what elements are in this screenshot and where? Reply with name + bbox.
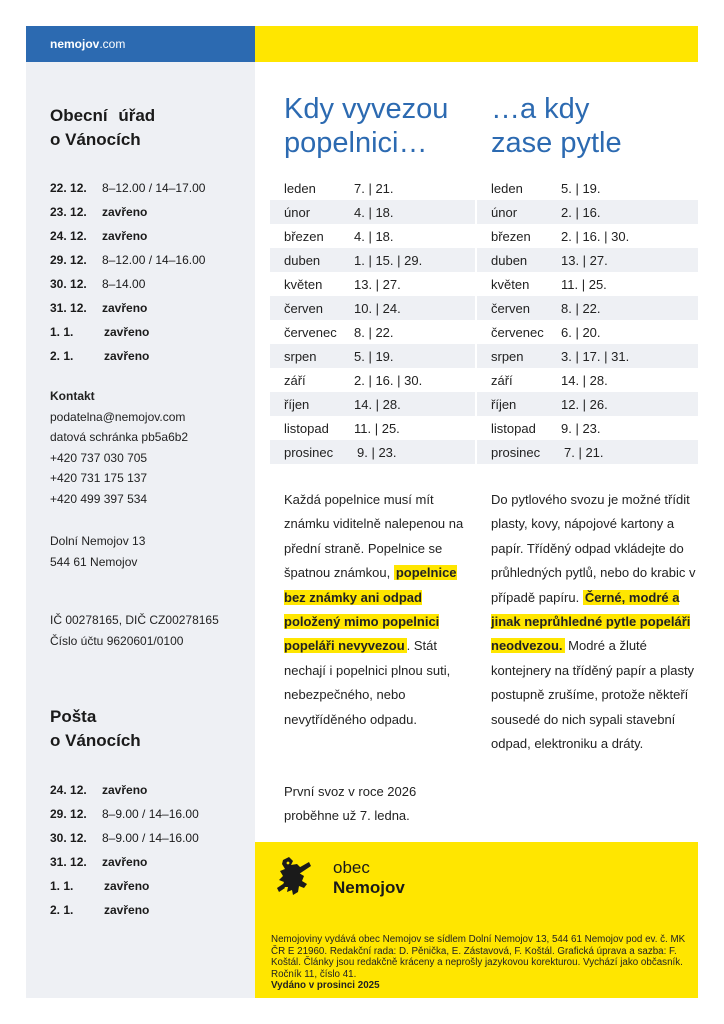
post-schedule (50, 778, 250, 922)
table-row (477, 176, 698, 200)
month-cell: červen (491, 300, 531, 316)
address-line: 544 61 Nemojov (50, 554, 138, 569)
post-hours: 8–9.00 / 14–16.00 (102, 831, 199, 845)
post-hours: zavřeno (102, 855, 148, 869)
bags-table (477, 176, 698, 464)
dates-cell: 13. | 27. (561, 252, 608, 268)
post-row (50, 826, 250, 850)
month-cell: červen (284, 300, 324, 316)
bins-title-line1: Kdy vyvezou (284, 93, 449, 125)
month-cell: listopad (491, 420, 536, 436)
bags-title (491, 92, 622, 160)
bags-text-b: Modré a žluté kontejnery na tříděný papír a plasty postupně zrušíme, protože někteří sousedé do nich sypali stavební odpad, elektroniku a dráty. (491, 638, 695, 752)
bins-title (284, 92, 448, 160)
dates-cell: 14. | 28. (561, 372, 608, 388)
month-cell: prosinec (284, 444, 334, 460)
office-row (50, 320, 250, 344)
heraldic-lion-icon (271, 854, 315, 898)
month-cell: srpen (491, 348, 524, 364)
month-cell: červenec (284, 324, 337, 340)
address-block (50, 531, 145, 572)
month-cell: srpen (284, 348, 317, 364)
table-row (477, 320, 698, 344)
dates-cell: 2. | 16. (561, 204, 601, 220)
dates-cell: 8. | 22. (354, 324, 394, 340)
post-hours: zavřeno (104, 879, 150, 893)
table-row (270, 272, 475, 296)
table-row (477, 224, 698, 248)
dates-cell: 6. | 20. (561, 324, 601, 340)
dates-cell: 3. | 17. | 31. (561, 348, 630, 364)
office-hours: zavřeno (102, 229, 148, 243)
post-date: 1. 1. (50, 879, 74, 893)
contact-phone[interactable]: +420 499 397 534 (50, 491, 148, 506)
contact-email[interactable]: podatelna@nemojov.com (50, 409, 186, 424)
office-date: 2. 1. (50, 349, 74, 363)
post-row (50, 850, 250, 874)
site-url-bold: nemojov (50, 37, 100, 51)
dates-cell: 2. | 16. | 30. (354, 372, 423, 388)
post-hours: zavřeno (102, 783, 148, 797)
imprint-text: Nemojoviny vydává obec Nemojov se sídlem Dolní Nemojov 13, 544 61 Nemojov pod ev. č. MK ČR E 21960. Redakční rada: D. Pěnička, E. Zástavová, F. Koštál. Grafická úprava a sazba: F. Koštál. Články jsou redakčně kráceny a neprošly jazykovou korekturou. Vychází jako občasník. Ročník 11, číslo 41. (271, 934, 686, 980)
imprint (271, 934, 687, 992)
bins-paragraph (284, 488, 474, 732)
office-date: 22. 12. (50, 181, 87, 195)
month-cell: listopad (284, 420, 329, 436)
office-date: 29. 12. (50, 253, 87, 267)
table-row (477, 392, 698, 416)
dates-cell: 5. | 19. (561, 180, 601, 196)
table-row (270, 344, 475, 368)
table-row (270, 248, 475, 272)
ids-block (50, 610, 219, 651)
office-schedule (50, 176, 250, 368)
dates-cell: 12. | 26. (561, 396, 608, 412)
bags-text-a: Do pytlového svozu je možné třídit plasty, kovy, nápojové kartony a papír. Tříděný odpad vkládejte do průhledných pytlů, nebo do krabic v případě papíru. (491, 492, 696, 605)
office-date: 23. 12. (50, 205, 87, 219)
month-cell: leden (491, 180, 523, 196)
office-row (50, 248, 250, 272)
month-cell: květen (284, 276, 323, 292)
month-cell: říjen (284, 396, 310, 412)
month-cell: září (284, 372, 306, 388)
dates-cell: 4. | 18. (354, 228, 394, 244)
bank-account: Číslo účtu 9620601/0100 (50, 633, 184, 648)
table-row (477, 440, 698, 464)
dates-cell: 5. | 19. (354, 348, 394, 364)
month-cell: prosinec (491, 444, 541, 460)
month-cell: březen (491, 228, 531, 244)
table-row (270, 392, 475, 416)
post-heading-line2: o Vánocích (50, 731, 141, 750)
office-heading (50, 104, 155, 152)
office-hours: zavřeno (102, 301, 148, 315)
month-cell: březen (284, 228, 324, 244)
site-bar (26, 26, 255, 62)
office-date: 24. 12. (50, 229, 87, 243)
dates-cell: 2. | 16. | 30. (561, 228, 630, 244)
contact-phone[interactable]: +420 731 175 137 (50, 471, 148, 485)
table-row (477, 272, 698, 296)
bins-title-line2: popelnici… (284, 127, 428, 159)
post-date: 24. 12. (50, 783, 87, 797)
table-row (270, 296, 475, 320)
site-url[interactable] (50, 37, 125, 51)
month-cell: únor (284, 204, 311, 220)
month-cell: únor (491, 204, 518, 220)
municipality-name: Nemojov (333, 878, 405, 897)
newsletter-page (26, 26, 698, 998)
post-hours: 8–9.00 / 14–16.00 (102, 807, 199, 821)
dates-cell: 7. | 21. (354, 180, 394, 196)
table-row (270, 320, 475, 344)
post-date: 2. 1. (50, 903, 74, 917)
office-date: 30. 12. (50, 277, 87, 291)
table-row (270, 224, 475, 248)
month-cell: leden (284, 180, 316, 196)
table-row (270, 368, 475, 392)
office-row (50, 272, 250, 296)
contact-phone[interactable]: +420 737 030 705 (50, 450, 148, 465)
table-row (270, 176, 475, 200)
post-row (50, 874, 250, 898)
post-row (50, 898, 250, 922)
post-heading (50, 705, 141, 753)
contact-label: Kontakt (50, 389, 95, 403)
bags-highlight: Černé, modré a jinak neprůhledné pytle popeláři neodvezou. (491, 589, 691, 654)
first-pickup-note: První svoz v roce 2026 proběhne už 7. ledna. (284, 784, 417, 824)
month-cell: duben (284, 252, 321, 268)
office-row (50, 176, 250, 200)
dates-cell: 11. | 25. (354, 420, 400, 436)
office-date: 1. 1. (50, 325, 74, 339)
office-hours: 8–12.00 / 14–16.00 (102, 253, 206, 267)
address-line: Dolní Nemojov 13 (50, 534, 146, 548)
table-row (477, 200, 698, 224)
office-hours: zavřeno (104, 325, 150, 339)
dates-cell: 14. | 28. (354, 396, 401, 412)
contact-block (50, 386, 188, 509)
table-row (270, 200, 475, 224)
month-cell: červenec (491, 324, 544, 340)
dates-cell: 4. | 18. (354, 204, 394, 220)
dates-cell: 9. | 23. (561, 420, 601, 436)
office-hours: 8–14.00 (102, 277, 146, 291)
office-heading-line1: Obecní úřad (50, 106, 156, 125)
post-heading-line1: Pošta (50, 707, 97, 726)
office-hours: zavřeno (104, 349, 150, 363)
dates-cell: 1. | 15. | 29. (354, 252, 423, 268)
bins-text-a: Každá popelnice musí mít známku viditelně nalepenou na přední straně. Popelnice se špatnou známkou, (284, 492, 464, 581)
dates-cell: 8. | 22. (561, 300, 601, 316)
dates-cell: 9. | 23. (357, 444, 397, 460)
post-date: 30. 12. (50, 831, 87, 845)
month-cell: duben (491, 252, 528, 268)
office-row (50, 344, 250, 368)
month-cell: říjen (491, 396, 517, 412)
issue-date: Vydáno v prosinci 2025 (271, 980, 380, 991)
bins-text-b: . Stát nechají i popelnici plnou suti, nebezpečného, nebo nevytříděného odpadu. (284, 638, 451, 727)
post-date: 31. 12. (50, 855, 87, 869)
dates-cell: 7. | 21. (564, 444, 604, 460)
month-cell: září (491, 372, 513, 388)
table-row (477, 248, 698, 272)
site-url-rest: .com (99, 37, 126, 51)
post-date: 29. 12. (50, 807, 87, 821)
municipality-label: obec (333, 858, 370, 877)
office-row (50, 224, 250, 248)
table-row (477, 296, 698, 320)
office-hours: zavřeno (102, 205, 148, 219)
dates-cell: 10. | 24. (354, 300, 401, 316)
office-heading-line2: o Vánocích (50, 130, 141, 149)
bins-table (270, 176, 475, 464)
month-cell: květen (491, 276, 530, 292)
table-row (477, 416, 698, 440)
header-yellow-bar (255, 26, 698, 62)
footer (255, 842, 698, 998)
tax-ids: IČ 00278165, DIČ CZ00278165 (50, 613, 219, 627)
bins-highlight: popelnice bez známky ani odpad položený mimo popelnici popeláři nevyvezou (284, 565, 457, 654)
table-row (477, 344, 698, 368)
post-row (50, 802, 250, 826)
table-row (270, 416, 475, 440)
table-row (270, 440, 475, 464)
table-row (477, 368, 698, 392)
sidebar (26, 26, 255, 998)
office-date: 31. 12. (50, 301, 87, 315)
post-hours: zavřeno (104, 903, 150, 917)
post-row (50, 778, 250, 802)
office-row (50, 200, 250, 224)
office-row (50, 296, 250, 320)
bags-title-line1: …a kdy (491, 93, 590, 125)
bags-title-line2: zase pytle (491, 127, 622, 159)
dates-cell: 11. | 25. (561, 276, 607, 292)
bags-paragraph (491, 488, 698, 756)
dates-cell: 13. | 27. (354, 276, 401, 292)
contact-databox: datová schránka pb5a6b2 (50, 430, 189, 444)
office-hours: 8–12.00 / 14–17.00 (102, 181, 206, 195)
